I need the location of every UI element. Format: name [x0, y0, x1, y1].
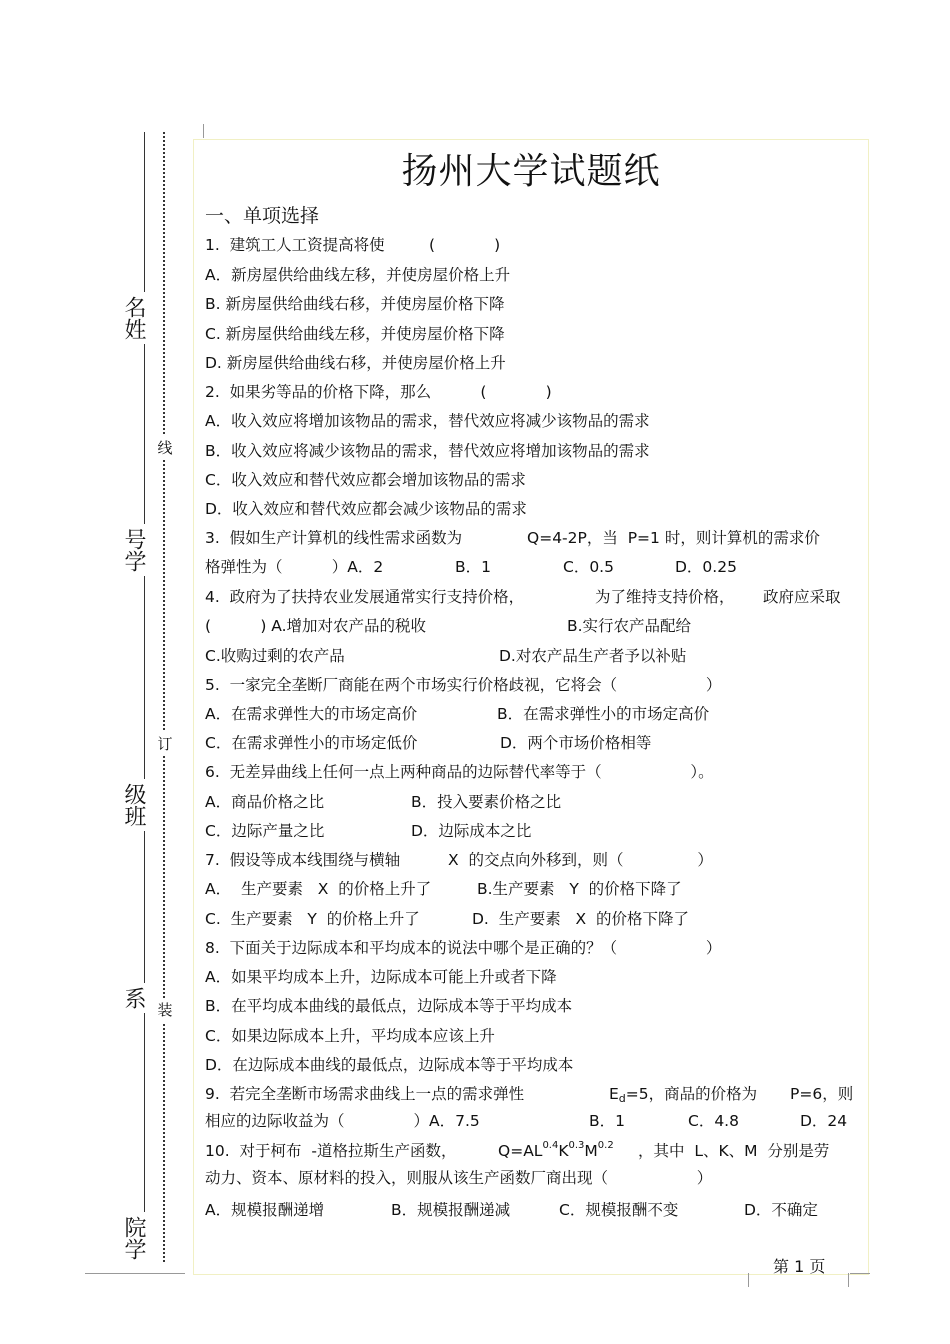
question-9-option-c: C．4.8 [688, 1112, 739, 1130]
question-10-option-b: B．规模报酬递减 [391, 1201, 511, 1219]
question-6-stem: 6. 无差异曲线上任何一点上两种商品的边际替代率等于（ ）。 [205, 763, 714, 781]
question-10-option-c: C．规模报酬不变 [559, 1201, 679, 1219]
question-7-option-b: B.生产要素 Y 的价格下降了 [477, 880, 682, 898]
question-7-option-a: A． 生产要素 X 的价格上升了 [205, 880, 432, 898]
question-7-option-c: C. 生产要素 Y 的价格上升了 [205, 910, 420, 928]
question-3-options [205, 554, 737, 580]
question-9-option-a: 相应的边际收益为（ ）A．7.5 [205, 1112, 480, 1130]
question-8-option-b: B．在平均成本曲线的最低点，边际成本等于平均成本 [205, 997, 573, 1015]
question-1-option-a: A．新房屋供给曲线左移，并使房屋价格上升 [205, 266, 511, 284]
question-10-stem-part-3: ，其中 L、K、M 分别是劳 [638, 1142, 830, 1160]
question-7-stem-part-2: X 的交点向外移到，则（ ） [448, 851, 713, 869]
question-4-option-c: C.收购过剩的农产品 [205, 647, 345, 665]
question-7-options-row-1 [205, 876, 682, 902]
gutter-name-label: 名姓 [110, 292, 146, 344]
question-6-option-b: B．投入要素价格之比 [411, 793, 562, 811]
question-5-option-c: C．在需求弹性小的市场定低价 [205, 734, 418, 752]
question-6-options-row-1 [205, 789, 562, 815]
question-4-options-row-2 [205, 643, 687, 669]
formula-m: M [584, 1142, 598, 1160]
question-3-stem [205, 525, 820, 551]
question-5-option-d: D．两个市场价格相等 [500, 734, 652, 752]
question-3-option-a: 格弹性为（ ）A．2 [205, 558, 384, 576]
formula-exponent-l: 0.4 [542, 1140, 559, 1151]
question-9-stem-part-3: P=6，则 [790, 1085, 854, 1103]
section-heading: 一、单项选择 [205, 205, 320, 227]
question-8-option-d: D．在边际成本曲线的最低点，边际成本等于平均成本 [205, 1056, 574, 1074]
question-9-stem [205, 1081, 854, 1107]
question-5-stem: 5. 一家完全垄断厂商能在两个市场实行价格歧视，它将会（ ） [205, 676, 722, 694]
question-10-option-a: A．规模报酬递增 [205, 1201, 325, 1219]
page-number: 第 1 页 [773, 1257, 826, 1276]
formula-k: K [558, 1142, 569, 1160]
binding-mark-line: 线 [156, 436, 174, 460]
question-10-formula [498, 1138, 614, 1167]
question-6-options-row-2 [205, 818, 532, 844]
question-5-option-b: B．在需求弹性小的市场定高价 [497, 705, 710, 723]
question-5-options-row-2 [205, 730, 652, 756]
question-3-option-c: C．0.5 [563, 558, 614, 576]
gutter-class-label: 级班 [110, 779, 146, 831]
question-3-option-d: D．0.25 [675, 558, 737, 576]
question-2-option-b: B．收入效应将减少该物品的需求，替代效应将增加该物品的需求 [205, 442, 650, 460]
question-2-stem: 2. 如果劣等品的价格下降，那么 ( ) [205, 383, 552, 401]
question-7-options-row-2 [205, 906, 689, 932]
formula-exponent-k: 0.3 [568, 1140, 585, 1151]
question-7-option-d: D. 生产要素 X 的价格下降了 [472, 910, 689, 928]
question-1-option-d: D. 新房屋供给曲线右移，并使房屋价格上升 [205, 354, 506, 372]
question-5-option-a: A．在需求弹性大的市场定高价 [205, 705, 418, 723]
question-4-stem-part-2: 为了维持支持价格， [595, 588, 735, 606]
question-10-stem-part-1: 10. 对于柯布 -道格拉斯生产函数， [205, 1142, 457, 1160]
question-9-option-b: B．1 [589, 1112, 625, 1130]
question-1-option-c: C. 新房屋供给曲线左移，并使房屋价格下降 [205, 325, 505, 343]
crop-mark [850, 1273, 870, 1274]
binding-mark-staple: 订 [156, 732, 174, 756]
page-title: 扬州大学试题纸 [401, 151, 661, 192]
binding-dotted-rule [163, 132, 165, 1262]
crop-mark [203, 124, 204, 138]
gutter-college-label: 院学 [110, 1212, 146, 1264]
gutter-department-label: 系 [110, 983, 146, 1013]
question-9-option-d: D．24 [800, 1112, 848, 1130]
question-6-option-d: D．边际成本之比 [411, 822, 532, 840]
question-6-option-a: A．商品价格之比 [205, 793, 325, 811]
question-4-option-d: D.对农产品生产者予以补贴 [499, 647, 687, 665]
question-7-stem-part-1: 7. 假设等成本线围绕与横轴 [205, 851, 401, 869]
elasticity-subscript: d [618, 1092, 626, 1105]
question-10-option-d: D．不确定 [744, 1201, 818, 1219]
gutter-student-id-label: 号学 [110, 524, 146, 576]
question-2-option-c: C．收入效应和替代效应都会增加该物品的需求 [205, 471, 526, 489]
crop-mark [748, 1273, 749, 1287]
question-9-options [205, 1108, 848, 1134]
question-3-formula: Q=4-2P，当 P=1 时，则计算机的需求价 [527, 529, 820, 547]
question-6-option-c: C．边际产量之比 [205, 822, 325, 840]
question-3-stem-text: 3. 假如生产计算机的线性需求函数为 [205, 529, 463, 547]
question-2-option-d: D．收入效应和替代效应都会减少该物品的需求 [205, 500, 527, 518]
question-9-stem-part-1: 9. 若完全垄断市场需求曲线上一点的需求弹性 [205, 1085, 525, 1103]
crop-mark [85, 1273, 185, 1274]
question-4-options-row-1 [205, 613, 692, 639]
question-1-option-b: B. 新房屋供给曲线右移，并使房屋价格下降 [205, 295, 505, 313]
question-2-option-a: A．收入效应将增加该物品的需求，替代效应将减少该物品的需求 [205, 412, 650, 430]
question-10-options [205, 1197, 818, 1223]
question-8-option-a: A．如果平均成本上升，边际成本可能上升或者下降 [205, 968, 557, 986]
question-4-stem-part-3: 政府应采取 [763, 588, 841, 606]
question-5-options-row-1 [205, 701, 710, 727]
question-8-stem: 8. 下面关于边际成本和平均成本的说法中哪个是正确的？（ ） [205, 939, 722, 957]
question-10-stem [205, 1138, 830, 1164]
formula-exponent-m: 0.2 [597, 1140, 614, 1151]
question-4-option-a: ( ) A.增加对农产品的税收 [205, 617, 427, 635]
question-9-elasticity [609, 1081, 757, 1109]
crop-mark [848, 1273, 849, 1287]
formula-q-al: Q=AL [498, 1142, 543, 1160]
question-10-stem-line-2: 动力、资本、原材料的投入，则服从该生产函数厂商出现（ ） [205, 1169, 713, 1187]
question-1-stem: 1. 建筑工人工资提高将使 ( ) [205, 236, 501, 254]
question-4-option-b: B.实行农产品配给 [567, 617, 692, 635]
question-4-stem [205, 584, 841, 610]
elasticity-symbol: E [609, 1085, 619, 1103]
elasticity-value: =5，商品的价格为 [625, 1085, 758, 1103]
question-8-option-c: C．如果边际成本上升，平均成本应该上升 [205, 1027, 495, 1045]
question-7-stem [205, 847, 713, 873]
question-4-stem-part-1: 4. 政府为了扶持农业发展通常实行支持价格， [205, 588, 525, 606]
question-3-option-b: B．1 [455, 558, 491, 576]
binding-mark-bind: 装 [156, 998, 174, 1022]
